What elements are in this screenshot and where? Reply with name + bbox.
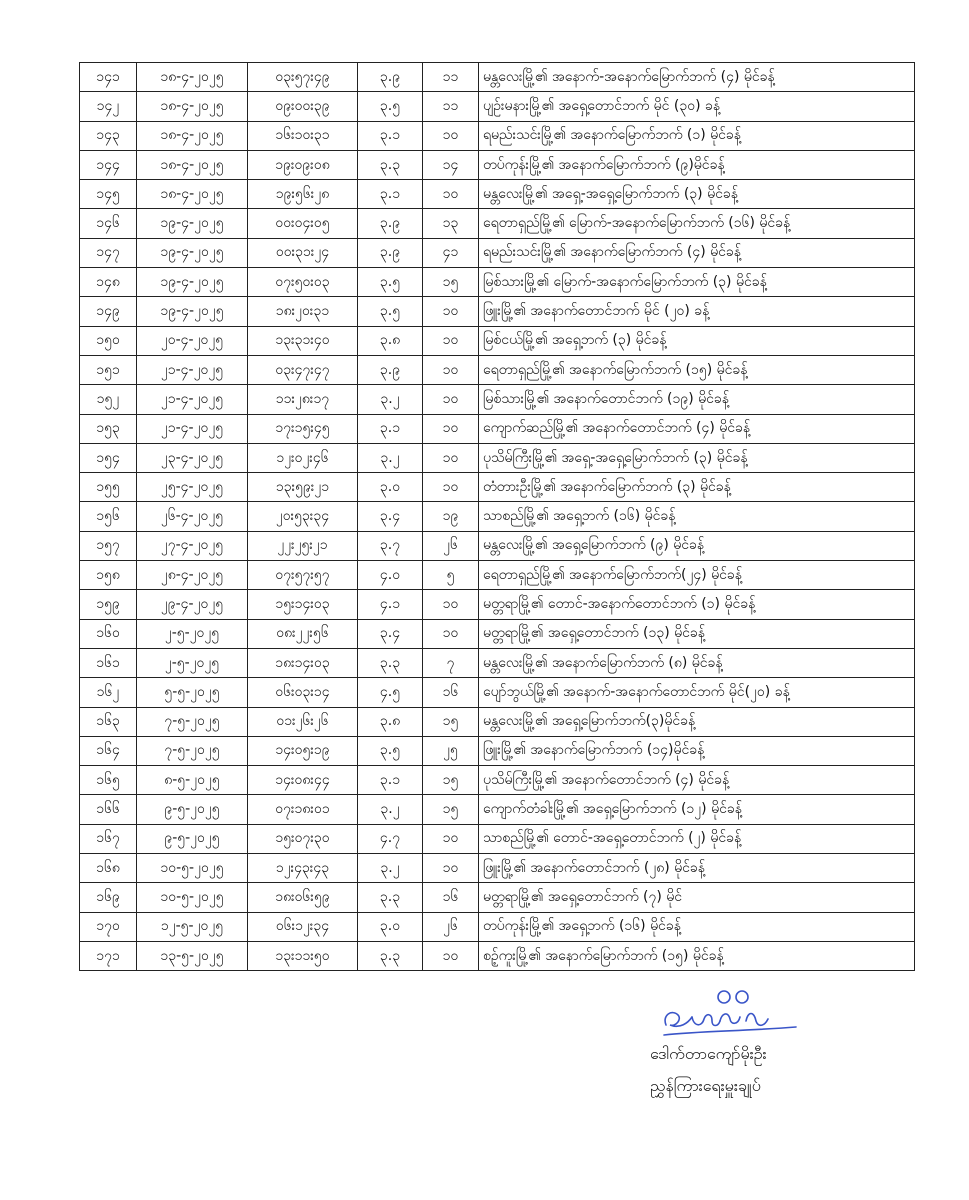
- event-time-cell: ၁၈း၁၄း၀၃: [248, 648, 358, 677]
- depth-cell: ၁၀: [423, 355, 479, 384]
- magnitude-cell: ၃.၈: [358, 326, 423, 355]
- event-time-cell: ၀၀း၀၄း၀၅: [248, 209, 358, 238]
- location-cell: ပုသိမ်ကြီးမြို့၏ အရှေ့-အရှေ့မြောက်ဘက် (၃) မိုင်ခန့်: [479, 443, 915, 472]
- event-date-cell: ၂၁-၄-၂၀၂၅: [137, 385, 248, 414]
- event-time-cell: ၁၂း၀၂း၄၆: [248, 443, 358, 472]
- event-time-cell: ၀၇း၅၇း၅၇: [248, 561, 358, 590]
- event-time-cell: ၁၇း၁၅း၄၅: [248, 414, 358, 443]
- magnitude-cell: ၃.၅: [358, 736, 423, 765]
- location-cell: တပ်ကုန်းမြို့၏ အနောက်မြောက်ဘက် (၉)မိုင်ခန့်: [479, 150, 915, 179]
- event-date-cell: ၁၉-၄-၂၀၂၅: [137, 209, 248, 238]
- table-row: [80, 707, 915, 736]
- row-number-cell: ၁၄၃: [80, 121, 137, 150]
- table-row: [80, 824, 915, 853]
- table-row: [80, 297, 915, 326]
- event-date-cell: ၂၇-၄-၂၀၂၅: [137, 531, 248, 560]
- table-row: [80, 121, 915, 150]
- event-time-cell: ၀၁း၂၆း၂၆: [248, 707, 358, 736]
- event-time-cell: ၁၃း၁၁း၅၀: [248, 941, 358, 970]
- event-time-cell: ၁၅း၀၇း၃၀: [248, 824, 358, 853]
- event-date-cell: ၅-၅-၂၀၂၅: [137, 678, 248, 707]
- row-number-cell: ၁၆၂: [80, 678, 137, 707]
- location-cell: မန္တလေးမြို့၏ အရှေ့မြောက်ဘက် (၉) မိုင်ခန့်: [479, 531, 915, 560]
- row-number-cell: ၁၆၉: [80, 883, 137, 912]
- table-row: [80, 150, 915, 179]
- event-time-cell: ၁၃း၃၁း၄၀: [248, 326, 358, 355]
- location-cell: ကျောက်တံခါးမြို့၏ အရှေ့မြောက်ဘက် (၁၂) မိုင်ခန့်: [479, 795, 915, 824]
- magnitude-cell: ၃.၅: [358, 92, 423, 121]
- magnitude-cell: ၃.၀: [358, 912, 423, 941]
- row-number-cell: ၁၄၅: [80, 180, 137, 209]
- depth-cell: ၁၆: [423, 883, 479, 912]
- magnitude-cell: ၃.၅: [358, 268, 423, 297]
- event-time-cell: ၀၀း၃၁း၂၄: [248, 238, 358, 267]
- depth-cell: ၁၅: [423, 707, 479, 736]
- magnitude-cell: ၃.၁: [358, 180, 423, 209]
- location-cell: ဖြူးမြို့၏ အနောက်မြောက်ဘက် (၁၄)မိုင်ခန့်: [479, 736, 915, 765]
- magnitude-cell: ၃.၂: [358, 795, 423, 824]
- location-cell: မတ္တရာမြို့၏ တောင်-အနောက်တောင်ဘက် (၁) မိုင်ခန့်: [479, 590, 915, 619]
- event-time-cell: ၁၈း၀၆း၅၉: [248, 883, 358, 912]
- row-number-cell: ၁၆၄: [80, 736, 137, 765]
- event-time-cell: ၁၄း၀၈း၄၄: [248, 766, 358, 795]
- location-cell: မတ္တရာမြို့၏ အရှေ့တောင်ဘက် (၇) မိုင်: [479, 883, 915, 912]
- location-cell: သာစည်မြို့၏ တောင်-အရှေ့တောင်ဘက် (၂) မိုင်ခန့်: [479, 824, 915, 853]
- magnitude-cell: ၃.၄: [358, 619, 423, 648]
- location-cell: သာစည်မြို့၏ အရှေ့ဘက် (၁၆) မိုင်ခန့်: [479, 502, 915, 531]
- handwritten-signature: [658, 985, 798, 1045]
- depth-cell: ၁၄: [423, 150, 479, 179]
- event-date-cell: ၉-၅-၂၀၂၅: [137, 795, 248, 824]
- event-date-cell: ၁၉-၄-၂၀၂၅: [137, 297, 248, 326]
- row-number-cell: ၁၆၆: [80, 795, 137, 824]
- row-number-cell: ၁၆၅: [80, 766, 137, 795]
- depth-cell: ၁၀: [423, 619, 479, 648]
- magnitude-cell: ၃.၃: [358, 648, 423, 677]
- row-number-cell: ၁၅၅: [80, 473, 137, 502]
- table-row: [80, 531, 915, 560]
- location-cell: ရေတာရှည်မြို့၏ အနောက်မြောက်ဘက်(၂၄) မိုင်ခန့်: [479, 561, 915, 590]
- table-row: [80, 92, 915, 121]
- location-cell: မန္တလေးမြို့၏ အရှေ့မြောက်ဘက်(၃)မိုင်ခန့်: [479, 707, 915, 736]
- event-date-cell: ၁၈-၄-၂၀၂၅: [137, 63, 248, 92]
- event-date-cell: ၉-၅-၂၀၂၅: [137, 824, 248, 853]
- event-date-cell: ၁၂-၅-၂၀၂၅: [137, 912, 248, 941]
- table-row: [80, 678, 915, 707]
- magnitude-cell: ၃.၃: [358, 150, 423, 179]
- event-time-cell: ၁၁း၂၈း၁၇: [248, 385, 358, 414]
- location-cell: မြစ်သားမြို့၏ မြောက်-အနောက်မြောက်ဘက် (၃) မိုင်ခန့်: [479, 268, 915, 297]
- magnitude-cell: ၃.၀: [358, 473, 423, 502]
- table-row: [80, 648, 915, 677]
- row-number-cell: ၁၅၇: [80, 531, 137, 560]
- row-number-cell: ၁၄၈: [80, 268, 137, 297]
- depth-cell: ၁၀: [423, 824, 479, 853]
- table-row: [80, 355, 915, 384]
- event-time-cell: ၀၈း၂၂း၅၆: [248, 619, 358, 648]
- depth-cell: ၂၅: [423, 736, 479, 765]
- location-cell: ရေတာရှည်မြို့၏ မြောက်-အနောက်မြောက်ဘက် (၁၆) မိုင်ခန့်: [479, 209, 915, 238]
- table-row: [80, 590, 915, 619]
- event-date-cell: ၁၀-၅-၂၀၂၅: [137, 854, 248, 883]
- row-number-cell: ၁၅၁: [80, 355, 137, 384]
- event-time-cell: ၀၇း၅၀း၀၃: [248, 268, 358, 297]
- event-time-cell: ၀၆း၁၂း၃၄: [248, 912, 358, 941]
- magnitude-cell: ၃.၈: [358, 707, 423, 736]
- depth-cell: ၁၀: [423, 121, 479, 150]
- location-cell: ရမည်းသင်းမြို့၏ အနောက်မြောက်ဘက် (၁) မိုင်ခန့်: [479, 121, 915, 150]
- location-cell: တပ်ကုန်းမြို့၏ အရှေ့ဘက် (၁၆) မိုင်ခန့်: [479, 912, 915, 941]
- depth-cell: ၁၀: [423, 941, 479, 970]
- location-cell: ရမည်းသင်းမြို့၏ အနောက်မြောက်ဘက် (၄) မိုင်ခန့်: [479, 238, 915, 267]
- event-date-cell: ၂၆-၄-၂၀၂၅: [137, 502, 248, 531]
- magnitude-cell: ၄.၀: [358, 561, 423, 590]
- table-row: [80, 941, 915, 970]
- event-date-cell: ၂-၅-၂၀၂၅: [137, 619, 248, 648]
- row-number-cell: ၁၆၇: [80, 824, 137, 853]
- event-time-cell: ၁၅း၁၄း၀၃: [248, 590, 358, 619]
- table-row: [80, 736, 915, 765]
- event-date-cell: ၁၉-၄-၂၀၂၅: [137, 238, 248, 267]
- magnitude-cell: ၄.၁: [358, 590, 423, 619]
- location-cell: ရေတာရှည်မြို့၏ အနောက်မြောက်ဘက် (၁၅) မိုင်ခန့်: [479, 355, 915, 384]
- row-number-cell: ၁၄၂: [80, 92, 137, 121]
- location-cell: ဖြူးမြို့၏ အနောက်တောင်ဘက် မိုင် (၂၀) ခန့်: [479, 297, 915, 326]
- event-time-cell: ၁၆း၁၀း၃၁: [248, 121, 358, 150]
- location-cell: မတ္တရာမြို့၏ အရှေ့တောင်ဘက် (၁၃) မိုင်ခန့်: [479, 619, 915, 648]
- event-date-cell: ၁၈-၄-၂၀၂၅: [137, 92, 248, 121]
- location-cell: ပျော်ဘွယ်မြို့၏ အနောက်-အနောက်တောင်ဘက် မိုင်(၂၀) ခန့်: [479, 678, 915, 707]
- row-number-cell: ၁၄၁: [80, 63, 137, 92]
- table-row: [80, 502, 915, 531]
- row-number-cell: ၁၄၇: [80, 238, 137, 267]
- location-cell: မန္တလေးမြို့၏ အနောက်-အနောက်မြောက်ဘက် (၄) မိုင်ခန့်: [479, 63, 915, 92]
- event-date-cell: ၁၉-၄-၂၀၂၅: [137, 268, 248, 297]
- magnitude-cell: ၃.၄: [358, 502, 423, 531]
- event-time-cell: ၁၉း၀၉း၀၈: [248, 150, 358, 179]
- row-number-cell: ၁၆၀: [80, 619, 137, 648]
- depth-cell: ၁၁: [423, 63, 479, 92]
- event-date-cell: ၂၉-၄-၂၀၂၅: [137, 590, 248, 619]
- depth-cell: ၂၆: [423, 531, 479, 560]
- location-cell: မြစ်သားမြို့၏ အနောက်တောင်ဘက် (၁၉) မိုင်ခန့်: [479, 385, 915, 414]
- table-row: [80, 912, 915, 941]
- row-number-cell: ၁၅၀: [80, 326, 137, 355]
- event-date-cell: ၂၁-၄-၂၀၂၅: [137, 414, 248, 443]
- magnitude-cell: ၃.၃: [358, 883, 423, 912]
- table-row: [80, 209, 915, 238]
- event-time-cell: ၀၃း၅၇း၄၉: [248, 63, 358, 92]
- event-date-cell: ၈-၅-၂၀၂၅: [137, 766, 248, 795]
- location-cell: မန္တလေးမြို့၏ အနောက်မြောက်ဘက် (၈) မိုင်ခန့်: [479, 648, 915, 677]
- table-row: [80, 180, 915, 209]
- depth-cell: ၄၁: [423, 238, 479, 267]
- depth-cell: ၁၀: [423, 443, 479, 472]
- event-time-cell: ၀၆း၀၃း၁၄: [248, 678, 358, 707]
- table-row: [80, 63, 915, 92]
- row-number-cell: ၁၆၃: [80, 707, 137, 736]
- table-row: [80, 473, 915, 502]
- event-time-cell: ၁၂း၄၃း၄၃: [248, 854, 358, 883]
- magnitude-cell: ၄.၅: [358, 678, 423, 707]
- row-number-cell: ၁၆၈: [80, 854, 137, 883]
- table-row: [80, 326, 915, 355]
- event-date-cell: ၂၈-၄-၂၀၂၅: [137, 561, 248, 590]
- location-cell: မန္တလေးမြို့၏ အရှေ့-အရှေ့မြောက်ဘက် (၃) မိုင်ခန့်: [479, 180, 915, 209]
- location-cell: တံတားဦးမြို့၏ အနောက်မြောက်ဘက် (၃) မိုင်ခန့်: [479, 473, 915, 502]
- depth-cell: ၁၉: [423, 502, 479, 531]
- row-number-cell: ၁၅၆: [80, 502, 137, 531]
- magnitude-cell: ၃.၂: [358, 385, 423, 414]
- depth-cell: ၁၅: [423, 766, 479, 795]
- magnitude-cell: ၃.၅: [358, 297, 423, 326]
- depth-cell: ၁၁: [423, 92, 479, 121]
- magnitude-cell: ၃.၁: [358, 121, 423, 150]
- magnitude-cell: ၃.၁: [358, 766, 423, 795]
- event-time-cell: ၀၉း၀၀း၃၉: [248, 92, 358, 121]
- depth-cell: ၁၀: [423, 414, 479, 443]
- location-cell: မြစ်ငယ်မြို့၏ အရှေ့ဘက် (၃) မိုင်ခန့်: [479, 326, 915, 355]
- event-date-cell: ၁၃-၅-၂၀၂၅: [137, 941, 248, 970]
- event-date-cell: ၁၈-၄-၂၀၂၅: [137, 150, 248, 179]
- event-date-cell: ၂၁-၄-၂၀၂၅: [137, 355, 248, 384]
- event-date-cell: ၂၅-၄-၂၀၂၅: [137, 473, 248, 502]
- table-row: [80, 854, 915, 883]
- table-row: [80, 619, 915, 648]
- row-number-cell: ၁၅၃: [80, 414, 137, 443]
- depth-cell: ၅: [423, 561, 479, 590]
- table-row: [80, 414, 915, 443]
- location-cell: ဖြူးမြို့၏ အနောက်တောင်ဘက် (၂၈) မိုင်ခန့်: [479, 854, 915, 883]
- event-time-cell: ၀၇း၁၈း၀၁: [248, 795, 358, 824]
- table-row: [80, 443, 915, 472]
- depth-cell: ၁၀: [423, 297, 479, 326]
- depth-cell: ၁၀: [423, 326, 479, 355]
- row-number-cell: ၁၆၁: [80, 648, 137, 677]
- event-time-cell: ၁၈း၂၀း၃၁: [248, 297, 358, 326]
- event-time-cell: ၁၃း၅၉း၂၁: [248, 473, 358, 502]
- location-cell: စဉ့်ကူးမြို့၏ အနောက်မြောက်ဘက် (၁၅) မိုင်ခန့်: [479, 941, 915, 970]
- magnitude-cell: ၃.၉: [358, 355, 423, 384]
- row-number-cell: ၁၄၆: [80, 209, 137, 238]
- event-date-cell: ၁၈-၄-၂၀၂၅: [137, 121, 248, 150]
- depth-cell: ၁၅: [423, 795, 479, 824]
- table-row: [80, 883, 915, 912]
- earthquake-table: [79, 62, 915, 971]
- signature-block: [640, 985, 900, 1105]
- magnitude-cell: ၃.၂: [358, 854, 423, 883]
- magnitude-cell: ၃.၉: [358, 209, 423, 238]
- row-number-cell: ၁၅၈: [80, 561, 137, 590]
- row-number-cell: ၁၅၄: [80, 443, 137, 472]
- magnitude-cell: ၃.၂: [358, 443, 423, 472]
- depth-cell: ၁၀: [423, 854, 479, 883]
- table-row: [80, 385, 915, 414]
- table-row: [80, 268, 915, 297]
- table-row: [80, 766, 915, 795]
- magnitude-cell: ၃.၇: [358, 531, 423, 560]
- event-time-cell: ၀၃း၄၇း၄၇: [248, 355, 358, 384]
- event-date-cell: ၇-၅-၂၀၂၅: [137, 707, 248, 736]
- event-date-cell: ၂-၅-၂၀၂၅: [137, 648, 248, 677]
- magnitude-cell: ၄.၇: [358, 824, 423, 853]
- row-number-cell: ၁၇၀: [80, 912, 137, 941]
- event-time-cell: ၁၉း၅၆း၂၈: [248, 180, 358, 209]
- row-number-cell: ၁၅၉: [80, 590, 137, 619]
- depth-cell: ၁၀: [423, 473, 479, 502]
- depth-cell: ၁၃: [423, 209, 479, 238]
- table-row: [80, 795, 915, 824]
- magnitude-cell: ၃.၃: [358, 941, 423, 970]
- event-date-cell: ၇-၅-၂၀၂၅: [137, 736, 248, 765]
- row-number-cell: ၁၅၂: [80, 385, 137, 414]
- depth-cell: ၁၀: [423, 180, 479, 209]
- location-cell: ပုသိမ်ကြီးမြို့၏ အနောက်တောင်ဘက် (၄) မိုင်ခန့်: [479, 766, 915, 795]
- signatory-name: ဒေါက်တာကျော်မိုးဦး: [650, 1044, 767, 1063]
- depth-cell: ၁၀: [423, 590, 479, 619]
- location-cell: ပျဉ်းမနားမြို့၏ အရှေ့တောင်ဘက် မိုင် (၃၀) ခန့်: [479, 92, 915, 121]
- event-time-cell: ၂၀း၅၃း၃၄: [248, 502, 358, 531]
- row-number-cell: ၁၄၉: [80, 297, 137, 326]
- row-number-cell: ၁၄၄: [80, 150, 137, 179]
- signatory-title: ညွှန်ကြားရေးမှူးချုပ်: [650, 1076, 761, 1095]
- table-row: [80, 561, 915, 590]
- depth-cell: ၁၆: [423, 678, 479, 707]
- event-time-cell: ၂၂း၂၅း၂၁: [248, 531, 358, 560]
- depth-cell: ၁၅: [423, 268, 479, 297]
- location-cell: ကျောက်ဆည်မြို့၏ အနောက်တောင်ဘက် (၄) မိုင်ခန့်: [479, 414, 915, 443]
- depth-cell: ၇: [423, 648, 479, 677]
- depth-cell: ၂၆: [423, 912, 479, 941]
- earthquake-table-body: [80, 63, 915, 971]
- event-date-cell: ၂၃-၄-၂၀၂၅: [137, 443, 248, 472]
- depth-cell: ၁၀: [423, 385, 479, 414]
- event-date-cell: ၁၀-၅-၂၀၂၅: [137, 883, 248, 912]
- event-date-cell: ၂၀-၄-၂၀၂၅: [137, 326, 248, 355]
- row-number-cell: ၁၇၁: [80, 941, 137, 970]
- event-date-cell: ၁၈-၄-၂၀၂၅: [137, 180, 248, 209]
- magnitude-cell: ၃.၉: [358, 238, 423, 267]
- magnitude-cell: ၃.၁: [358, 414, 423, 443]
- magnitude-cell: ၃.၉: [358, 63, 423, 92]
- event-time-cell: ၁၄း၀၅း၁၉: [248, 736, 358, 765]
- table-row: [80, 238, 915, 267]
